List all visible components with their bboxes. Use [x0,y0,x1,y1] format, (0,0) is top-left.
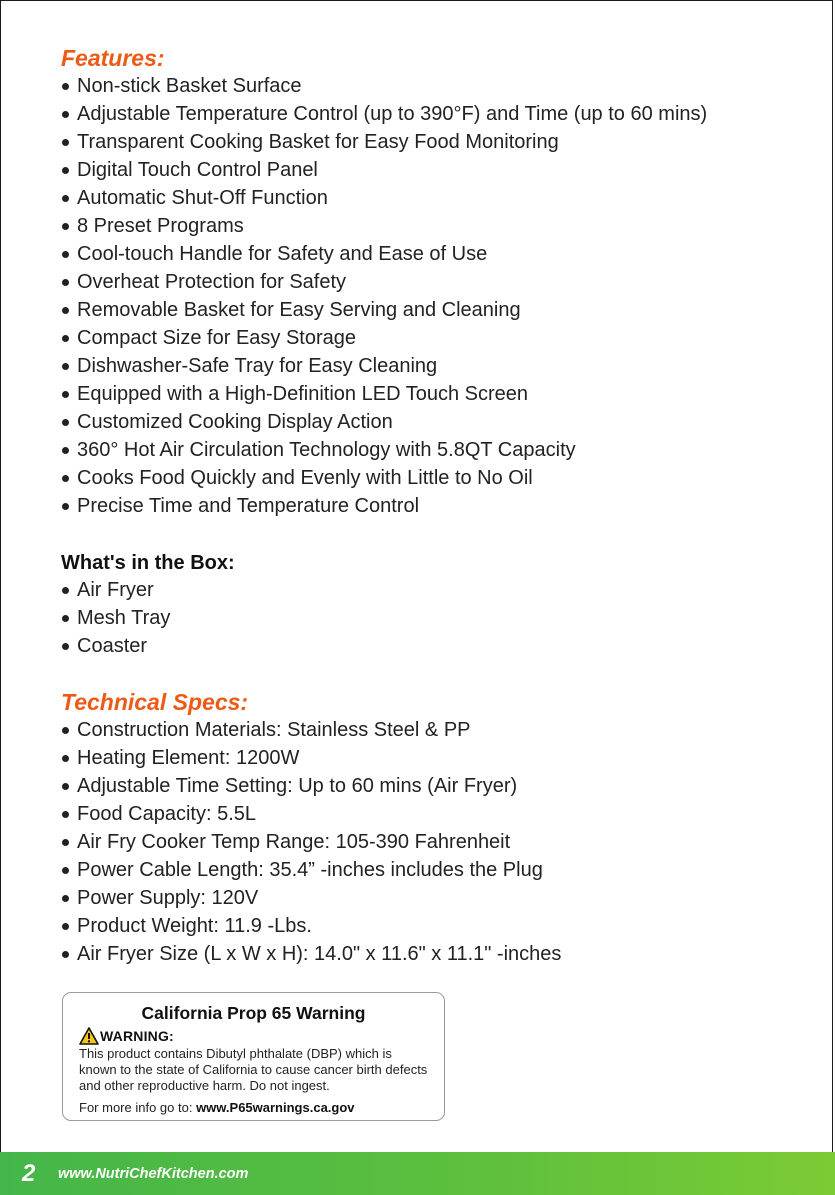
prop65-warning-box [62,992,445,1121]
feature-item: Cool-touch Handle for Safety and Ease of Use [61,240,815,268]
warning-more-info [79,1100,428,1116]
feature-item: Dishwasher-Safe Tray for Easy Cleaning [61,352,815,380]
spec-item: Power Cable Length: 35.4” -inches includes the Plug [61,856,815,884]
feature-item: Compact Size for Easy Storage [61,324,815,352]
specs-heading: Technical Specs: [61,689,249,715]
spec-item: Air Fry Cooker Temp Range: 105-390 Fahrenheit [61,828,815,856]
spec-item: Power Supply: 120V [61,884,815,912]
warning-triangle-icon [79,1027,99,1045]
spec-item: Air Fryer Size (L x W x H): 14.0" x 11.6" x 11.1" -inches [61,940,815,968]
warning-title: California Prop 65 Warning [141,1003,366,1023]
page-number: 2 [22,1159,36,1187]
features-section [61,44,815,520]
feature-item: Transparent Cooking Basket for Easy Food Monitoring [61,128,815,156]
footer-bar [0,1152,835,1195]
feature-item: Removable Basket for Easy Serving and Cleaning [61,296,815,324]
website-link[interactable]: www.NutriChefKitchen.com [58,1165,249,1182]
feature-item: Customized Cooking Display Action [61,408,815,436]
spec-item: Product Weight: 11.9 -Lbs. [61,912,815,940]
box-item: Mesh Tray [61,604,815,632]
specs-section [61,688,815,968]
feature-item: Adjustable Temperature Control (up to 390°F) and Time (up to 60 mins) [61,100,815,128]
spec-item: Adjustable Time Setting: Up to 60 mins (Air Fryer) [61,772,815,800]
feature-item: Overheat Protection for Safety [61,268,815,296]
warning-url-link[interactable]: www.P65warnings.ca.gov [196,1100,355,1115]
features-list [61,72,815,520]
feature-item: Automatic Shut-Off Function [61,184,815,212]
box-list [61,576,815,660]
spec-item: Heating Element: 1200W [61,744,815,772]
box-item: Coaster [61,632,815,660]
specs-list [61,716,815,968]
feature-item: 360° Hot Air Circulation Technology with 5.8QT Capacity [61,436,815,464]
feature-item: Equipped with a High-Definition LED Touch Screen [61,380,815,408]
feature-item: Non-stick Basket Surface [61,72,815,100]
feature-item: Cooks Food Quickly and Evenly with Little to No Oil [61,464,815,492]
box-contents-section [61,550,815,660]
spec-item: Food Capacity: 5.5L [61,800,815,828]
feature-item: Precise Time and Temperature Control [61,492,815,520]
feature-item: Digital Touch Control Panel [61,156,815,184]
warning-label: WARNING: [100,1028,174,1044]
feature-item: 8 Preset Programs [61,212,815,240]
features-heading: Features: [61,45,165,71]
warning-label-row [79,1026,428,1046]
box-heading: What's in the Box: [61,552,235,574]
warning-body: This product contains Dibutyl phthalate (DBP) which is known to the state of California to cause cancer birth defects and other reproductive harm. Do not ingest. [79,1046,428,1093]
box-item: Air Fryer [61,576,815,604]
warning-more-prefix: For more info go to: [79,1100,197,1115]
spec-item: Construction Materials: Stainless Steel & PP [61,716,815,744]
